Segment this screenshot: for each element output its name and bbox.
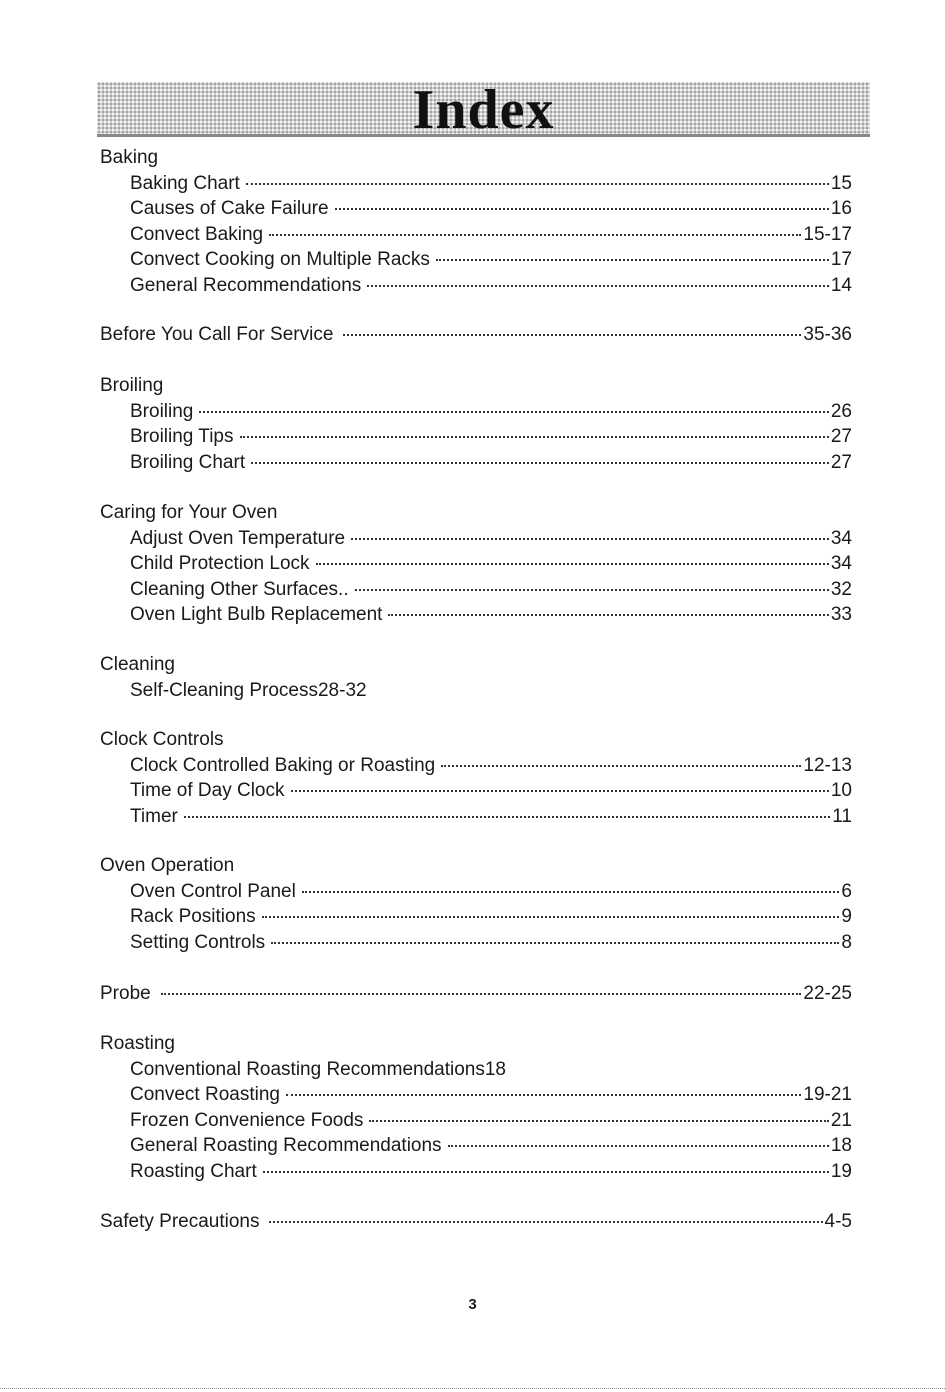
dot-leader — [251, 462, 829, 464]
index-entry — [100, 577, 852, 603]
page-title: Index — [412, 79, 555, 141]
dot-leader — [184, 816, 830, 818]
index-entry — [100, 981, 852, 1007]
section-title: Probe — [100, 983, 151, 1004]
entry-label: Broiling Chart — [130, 451, 246, 473]
section-title: Broiling — [100, 375, 164, 396]
entry-label: Adjust Oven Temperature — [130, 527, 346, 549]
entry-label: Cleaning Other Surfaces.. — [130, 578, 349, 600]
entry-label: Oven Control Panel — [130, 880, 296, 902]
dot-leader — [302, 891, 840, 893]
entry-page: 6 — [841, 880, 852, 902]
index-entry — [100, 450, 852, 476]
index-entry — [100, 222, 852, 248]
section-title: Baking — [100, 147, 159, 168]
entry-page: 32 — [830, 578, 852, 600]
index-entry — [100, 196, 852, 222]
entry-label: Time of Day Clock — [130, 780, 285, 801]
index-entry — [100, 247, 852, 273]
section-broiling — [100, 373, 852, 475]
index-entry — [100, 678, 852, 704]
entry-label: Conventional Roasting Recommendations18 — [130, 1058, 507, 1080]
index-entry — [100, 551, 852, 577]
index-entry — [100, 424, 852, 450]
entry-page: 15 — [830, 172, 852, 194]
entry-label: Oven Light Bulb Replacement — [130, 604, 383, 625]
index-entry — [100, 778, 852, 804]
section-title: Caring for Your Oven — [100, 502, 278, 523]
index-entry — [100, 904, 852, 930]
entry-label: Timer — [130, 805, 178, 827]
bottom-border — [0, 1388, 945, 1389]
dot-leader — [240, 436, 829, 438]
index-entry — [100, 753, 852, 779]
entry-page: 35-36 — [803, 324, 852, 345]
index-entry — [100, 804, 852, 830]
section-before-you-call — [100, 322, 852, 348]
entry-page: 10 — [830, 780, 852, 801]
dot-leader — [441, 765, 801, 767]
dot-leader — [448, 1145, 829, 1147]
entry-page: 21 — [830, 1109, 852, 1131]
section-title: Oven Operation — [100, 855, 235, 876]
index-entry — [100, 399, 852, 425]
section-title: Roasting — [100, 1033, 175, 1054]
index-entry — [100, 1108, 852, 1134]
index-entry — [100, 930, 852, 956]
entry-page: 34 — [830, 527, 852, 549]
entry-label: General Recommendations — [130, 274, 362, 296]
dot-leader — [286, 1094, 801, 1096]
entry-label: Causes of Cake Failure — [130, 198, 329, 219]
section-roasting — [100, 1031, 852, 1184]
index-entry — [100, 1209, 852, 1235]
entry-label: Baking Chart — [130, 172, 240, 194]
index-entry — [100, 1082, 852, 1108]
dot-leader — [355, 589, 829, 591]
index-entry — [100, 1133, 852, 1159]
dot-leader — [269, 1221, 822, 1223]
entry-label: Broiling — [130, 400, 194, 422]
index-entry — [100, 526, 852, 552]
entry-label: Child Protection Lock — [130, 553, 310, 574]
dot-leader — [291, 790, 829, 792]
dot-leader — [343, 334, 801, 336]
entry-page: 19 — [830, 1160, 852, 1182]
dot-leader — [367, 285, 829, 287]
entry-page: 17 — [830, 249, 852, 270]
entry-label: General Roasting Recommendations — [130, 1135, 442, 1156]
entry-label: Self-Cleaning Process28-32 — [130, 679, 367, 701]
entry-label: Clock Controlled Baking or Roasting — [130, 754, 436, 776]
section-title: Before You Call For Service — [100, 324, 334, 345]
index-entry — [100, 273, 852, 299]
entry-page: 22-25 — [803, 983, 852, 1004]
index-entry — [100, 322, 852, 348]
dot-leader — [246, 183, 829, 185]
entry-page: 16 — [830, 198, 852, 219]
entry-page: 11 — [832, 805, 852, 827]
entry-page: 12-13 — [803, 754, 852, 776]
page-number: 3 — [468, 1296, 477, 1313]
entry-page: 18 — [830, 1135, 852, 1156]
dot-leader — [271, 942, 839, 944]
entry-label: Convect Roasting — [130, 1084, 280, 1105]
dot-leader — [269, 234, 801, 236]
index-entry — [100, 1057, 852, 1083]
entry-label: Frozen Convenience Foods — [130, 1109, 364, 1131]
entry-label: Roasting Chart — [130, 1160, 257, 1182]
index-entry — [100, 1159, 852, 1185]
entry-page: 27 — [830, 426, 852, 447]
section-cleaning — [100, 652, 852, 703]
dot-leader — [316, 563, 829, 565]
dot-leader — [262, 916, 840, 918]
dot-leader — [199, 411, 828, 413]
dot-leader — [161, 993, 802, 995]
section-title: Safety Precautions — [100, 1211, 260, 1232]
entry-page: 14 — [830, 274, 852, 296]
entry-page: 26 — [830, 400, 852, 422]
entry-page: 9 — [841, 906, 852, 927]
section-safety — [100, 1209, 852, 1235]
entry-label: Convect Cooking on Multiple Racks — [130, 249, 430, 270]
section-baking — [100, 145, 852, 298]
dot-leader — [388, 614, 828, 616]
dot-leader — [351, 538, 829, 540]
entry-page: 34 — [830, 553, 852, 574]
index-entry — [100, 879, 852, 905]
entry-label: Rack Positions — [130, 906, 256, 927]
section-clock-controls — [100, 727, 852, 829]
entry-page: 33 — [830, 604, 852, 625]
entry-label: Setting Controls — [130, 931, 266, 953]
section-probe — [100, 981, 852, 1007]
dot-leader — [436, 259, 829, 261]
dot-leader — [335, 208, 829, 210]
index-banner — [97, 79, 870, 141]
dot-leader — [369, 1120, 828, 1122]
entry-page: 27 — [830, 451, 852, 473]
index-entry — [100, 171, 852, 197]
entry-label: Broiling Tips — [130, 426, 234, 447]
dot-leader — [263, 1171, 829, 1173]
entry-page: 4-5 — [824, 1211, 852, 1232]
section-title: Cleaning — [100, 654, 175, 675]
section-oven-operation — [100, 853, 852, 955]
section-title: Clock Controls — [100, 729, 224, 750]
index-entry — [100, 602, 852, 628]
entry-page: 15-17 — [803, 223, 852, 245]
entry-page: 8 — [841, 931, 852, 953]
entry-page: 19-21 — [803, 1084, 852, 1105]
section-caring — [100, 500, 852, 628]
entry-label: Convect Baking — [130, 223, 264, 245]
